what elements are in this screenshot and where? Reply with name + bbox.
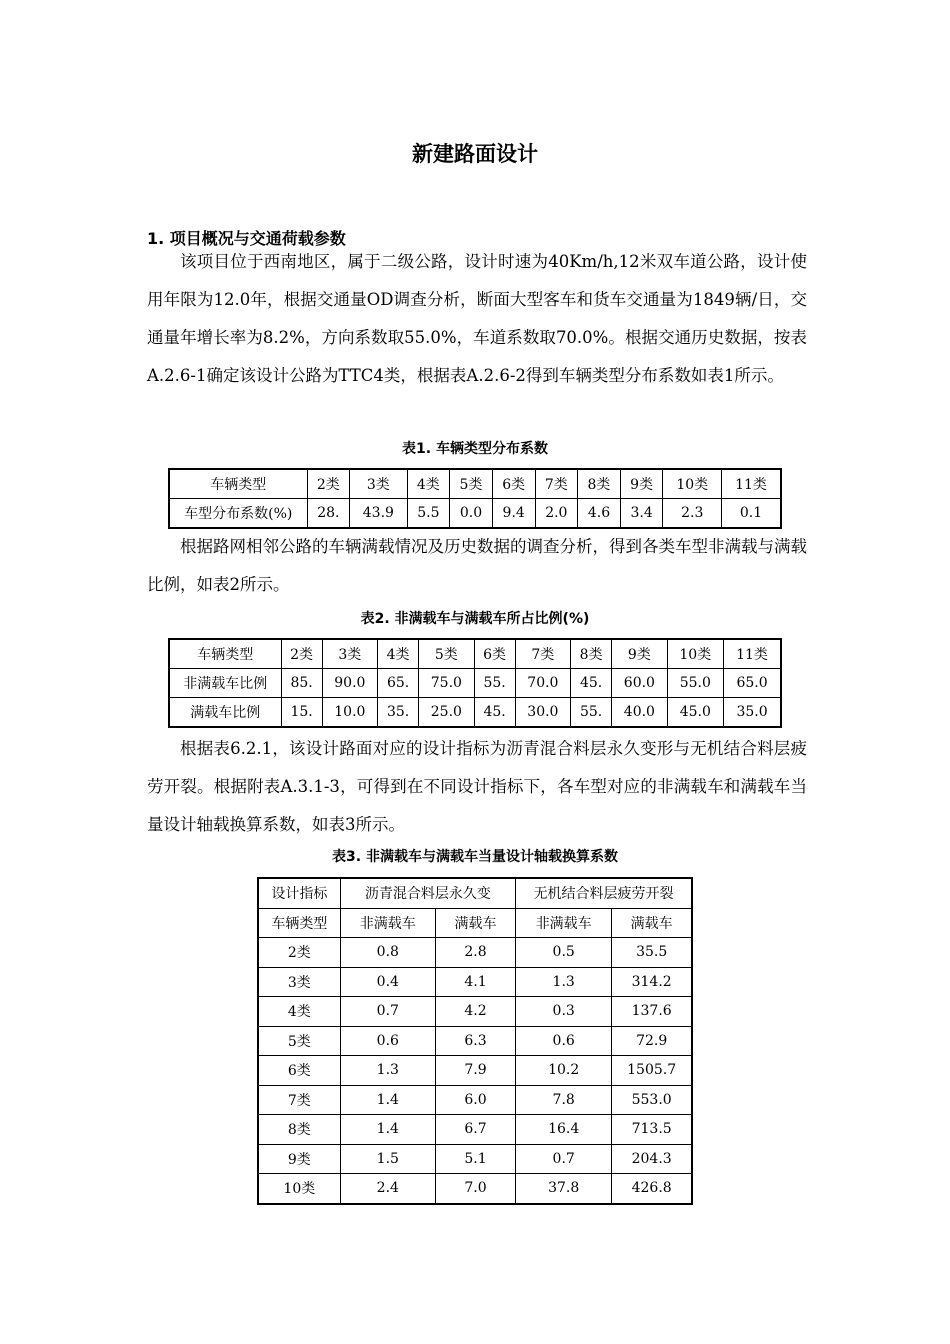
table1-caption: 表1. 车辆类型分布系数 (402, 441, 548, 457)
table-cell: 6类 (492, 469, 535, 499)
table-header-row (169, 639, 781, 669)
table-cell: 设计指标 (258, 878, 340, 908)
table-cell: 15. (281, 698, 322, 728)
axle-load-conversion-table (257, 877, 693, 1205)
table3-caption: 表3. 非满载车与满载车当量设计轴载换算系数 (332, 849, 618, 865)
table-cell: 2.4 (340, 1174, 435, 1204)
table-cell: 45.0 (667, 698, 723, 728)
table-cell: 5.5 (407, 499, 450, 529)
table-row (258, 997, 692, 1027)
table-cell: 沥青混合料层永久变 (340, 878, 515, 908)
table-cell: 4类 (258, 997, 340, 1027)
table-cell: 7.9 (435, 1056, 515, 1086)
table-cell: 7.0 (435, 1174, 515, 1204)
table-cell: 2类 (281, 639, 322, 669)
table-cell: 85. (281, 669, 322, 698)
table-cell: 车型分布系数(%) (169, 499, 307, 529)
table-cell: 非满载车 (516, 908, 612, 938)
table-cell: 车辆类型 (169, 469, 307, 499)
table-cell: 11类 (724, 639, 781, 669)
table-cell: 0.7 (340, 997, 435, 1027)
table-row (258, 967, 692, 997)
table-cell: 9类 (620, 469, 663, 499)
table-cell: 314.2 (612, 967, 692, 997)
table-cell: 10类 (667, 639, 723, 669)
table-row (169, 669, 781, 698)
table-cell: 4.6 (578, 499, 621, 529)
table-cell: 3.4 (620, 499, 663, 529)
table-row (258, 1026, 692, 1056)
table-cell: 35.0 (724, 698, 781, 728)
table-cell: 0.3 (516, 997, 612, 1027)
table-cell: 553.0 (612, 1085, 692, 1115)
table-cell: 70.0 (515, 669, 570, 698)
table-cell: 6类 (258, 1056, 340, 1086)
table-cell: 7类 (258, 1085, 340, 1115)
table-cell: 5类 (258, 1026, 340, 1056)
table-cell: 3类 (258, 967, 340, 997)
table-cell: 72.9 (612, 1026, 692, 1056)
table-cell: 45. (474, 698, 515, 728)
table-cell: 37.8 (516, 1174, 612, 1204)
load-ratio-table (168, 638, 782, 728)
table-cell: 8类 (578, 469, 621, 499)
table-header-row (258, 878, 692, 908)
section-heading: 1. 项目概况与交通荷载参数 (147, 229, 346, 248)
table-cell: 25.0 (419, 698, 474, 728)
table-cell: 0.1 (722, 499, 782, 529)
table-cell: 2类 (258, 938, 340, 968)
table-cell: 16.4 (516, 1115, 612, 1145)
table-cell: 35.5 (612, 938, 692, 968)
table-cell: 0.5 (516, 938, 612, 968)
table-cell: 0.4 (340, 967, 435, 997)
table-cell: 1.4 (340, 1085, 435, 1115)
table-cell: 4.2 (435, 997, 515, 1027)
table-cell: 非满载车 (340, 908, 435, 938)
table-cell: 6.0 (435, 1085, 515, 1115)
table-cell: 7类 (535, 469, 578, 499)
paragraph-project-overview: 该项目位于西南地区，属于二级公路，设计时速为40Km/h,12米双车道公路，设计使用年限为12.0年，根据交通量OD调查分析，断面大型客车和货车交通量为1849辆/日，交通量年增长率为8.2%，方向系数取55.0%，车道系数取70.0%。根据交通历史数据，按表A.2.6-1确定该设计公路为TTC4类，根据表A.2.6-2得到车辆类型分布系数如表1所示。 (147, 252, 807, 385)
vehicle-distribution-table (168, 468, 782, 529)
table-cell: 11类 (722, 469, 782, 499)
table-row (169, 698, 781, 728)
table-cell: 204.3 (612, 1144, 692, 1174)
table-row (169, 499, 781, 529)
table-row (258, 1174, 692, 1204)
table-cell: 0.6 (340, 1026, 435, 1056)
document-title: 新建路面设计 (412, 142, 538, 166)
table-cell: 4.1 (435, 967, 515, 997)
table-cell: 28. (307, 499, 350, 529)
table-cell: 2.0 (535, 499, 578, 529)
table-cell: 55.0 (667, 669, 723, 698)
table-cell: 5.1 (435, 1144, 515, 1174)
table2-caption: 表2. 非满载车与满载车所占比例(%) (360, 611, 590, 627)
table-cell: 10.2 (516, 1056, 612, 1086)
table-cell: 2类 (307, 469, 350, 499)
table-cell: 5类 (419, 639, 474, 669)
table-cell: 9.4 (492, 499, 535, 529)
table-cell: 7.8 (516, 1085, 612, 1115)
table-cell: 55. (571, 698, 612, 728)
table-cell: 35. (378, 698, 419, 728)
table-cell: 6类 (474, 639, 515, 669)
table-cell: 2.3 (663, 499, 722, 529)
paragraph-load-ratio: 根据路网相邻公路的车辆满载情况及历史数据的调查分析，得到各类车型非满载与满载比例，如表2所示。 (147, 537, 807, 594)
table-cell: 55. (474, 669, 515, 698)
table-cell: 8类 (258, 1115, 340, 1145)
table-cell: 3类 (322, 639, 377, 669)
table-cell: 1.5 (340, 1144, 435, 1174)
table-cell: 713.5 (612, 1115, 692, 1145)
table-cell: 8类 (571, 639, 612, 669)
table-cell: 车辆类型 (169, 639, 281, 669)
table-cell: 90.0 (322, 669, 377, 698)
table-cell: 45. (571, 669, 612, 698)
table-cell: 0.7 (516, 1144, 612, 1174)
table-cell: 1505.7 (612, 1056, 692, 1086)
paragraph-design-index: 根据表6.2.1，该设计路面对应的设计指标为沥青混合料层永久变形与无机结合料层疲劳开裂。根据附表A.3.1-3，可得到在不同设计指标下，各车型对应的非满载车和满载车当量设计轴载换算系数，如表3所示。 (147, 739, 807, 834)
table-cell: 非满载车比例 (169, 669, 281, 698)
table-row (258, 1056, 692, 1086)
table-cell: 10.0 (322, 698, 377, 728)
table-row (258, 1115, 692, 1145)
table-cell: 0.8 (340, 938, 435, 968)
table-cell: 9类 (612, 639, 667, 669)
table-cell: 137.6 (612, 997, 692, 1027)
table-cell: 60.0 (612, 669, 667, 698)
table-cell: 65.0 (724, 669, 781, 698)
table-cell: 426.8 (612, 1174, 692, 1204)
table-cell: 5类 (450, 469, 493, 499)
table-cell: 1.3 (340, 1056, 435, 1086)
table-cell: 满载车 (612, 908, 692, 938)
table-header-row (258, 908, 692, 938)
table-cell: 9类 (258, 1144, 340, 1174)
table-cell: 7类 (515, 639, 570, 669)
table-cell: 65. (378, 669, 419, 698)
table-cell: 4类 (378, 639, 419, 669)
table-cell: 4类 (407, 469, 450, 499)
table-cell: 30.0 (515, 698, 570, 728)
table-cell: 2.8 (435, 938, 515, 968)
table-cell: 0.6 (516, 1026, 612, 1056)
table-cell: 3类 (350, 469, 407, 499)
table-cell: 满载车比例 (169, 698, 281, 728)
table-cell: 75.0 (419, 669, 474, 698)
table-cell: 1.3 (516, 967, 612, 997)
table-cell: 1.4 (340, 1115, 435, 1145)
table-cell: 无机结合料层疲劳开裂 (516, 878, 692, 908)
table-cell: 6.3 (435, 1026, 515, 1056)
table-cell: 车辆类型 (258, 908, 340, 938)
table-header-row (169, 469, 781, 499)
table-cell: 6.7 (435, 1115, 515, 1145)
table-cell: 0.0 (450, 499, 493, 529)
table-cell: 43.9 (350, 499, 407, 529)
table-cell: 10类 (258, 1174, 340, 1204)
table-cell: 40.0 (612, 698, 667, 728)
table-row (258, 1085, 692, 1115)
table-row (258, 938, 692, 968)
table-row (258, 1144, 692, 1174)
table-cell: 满载车 (435, 908, 515, 938)
table-cell: 10类 (663, 469, 722, 499)
